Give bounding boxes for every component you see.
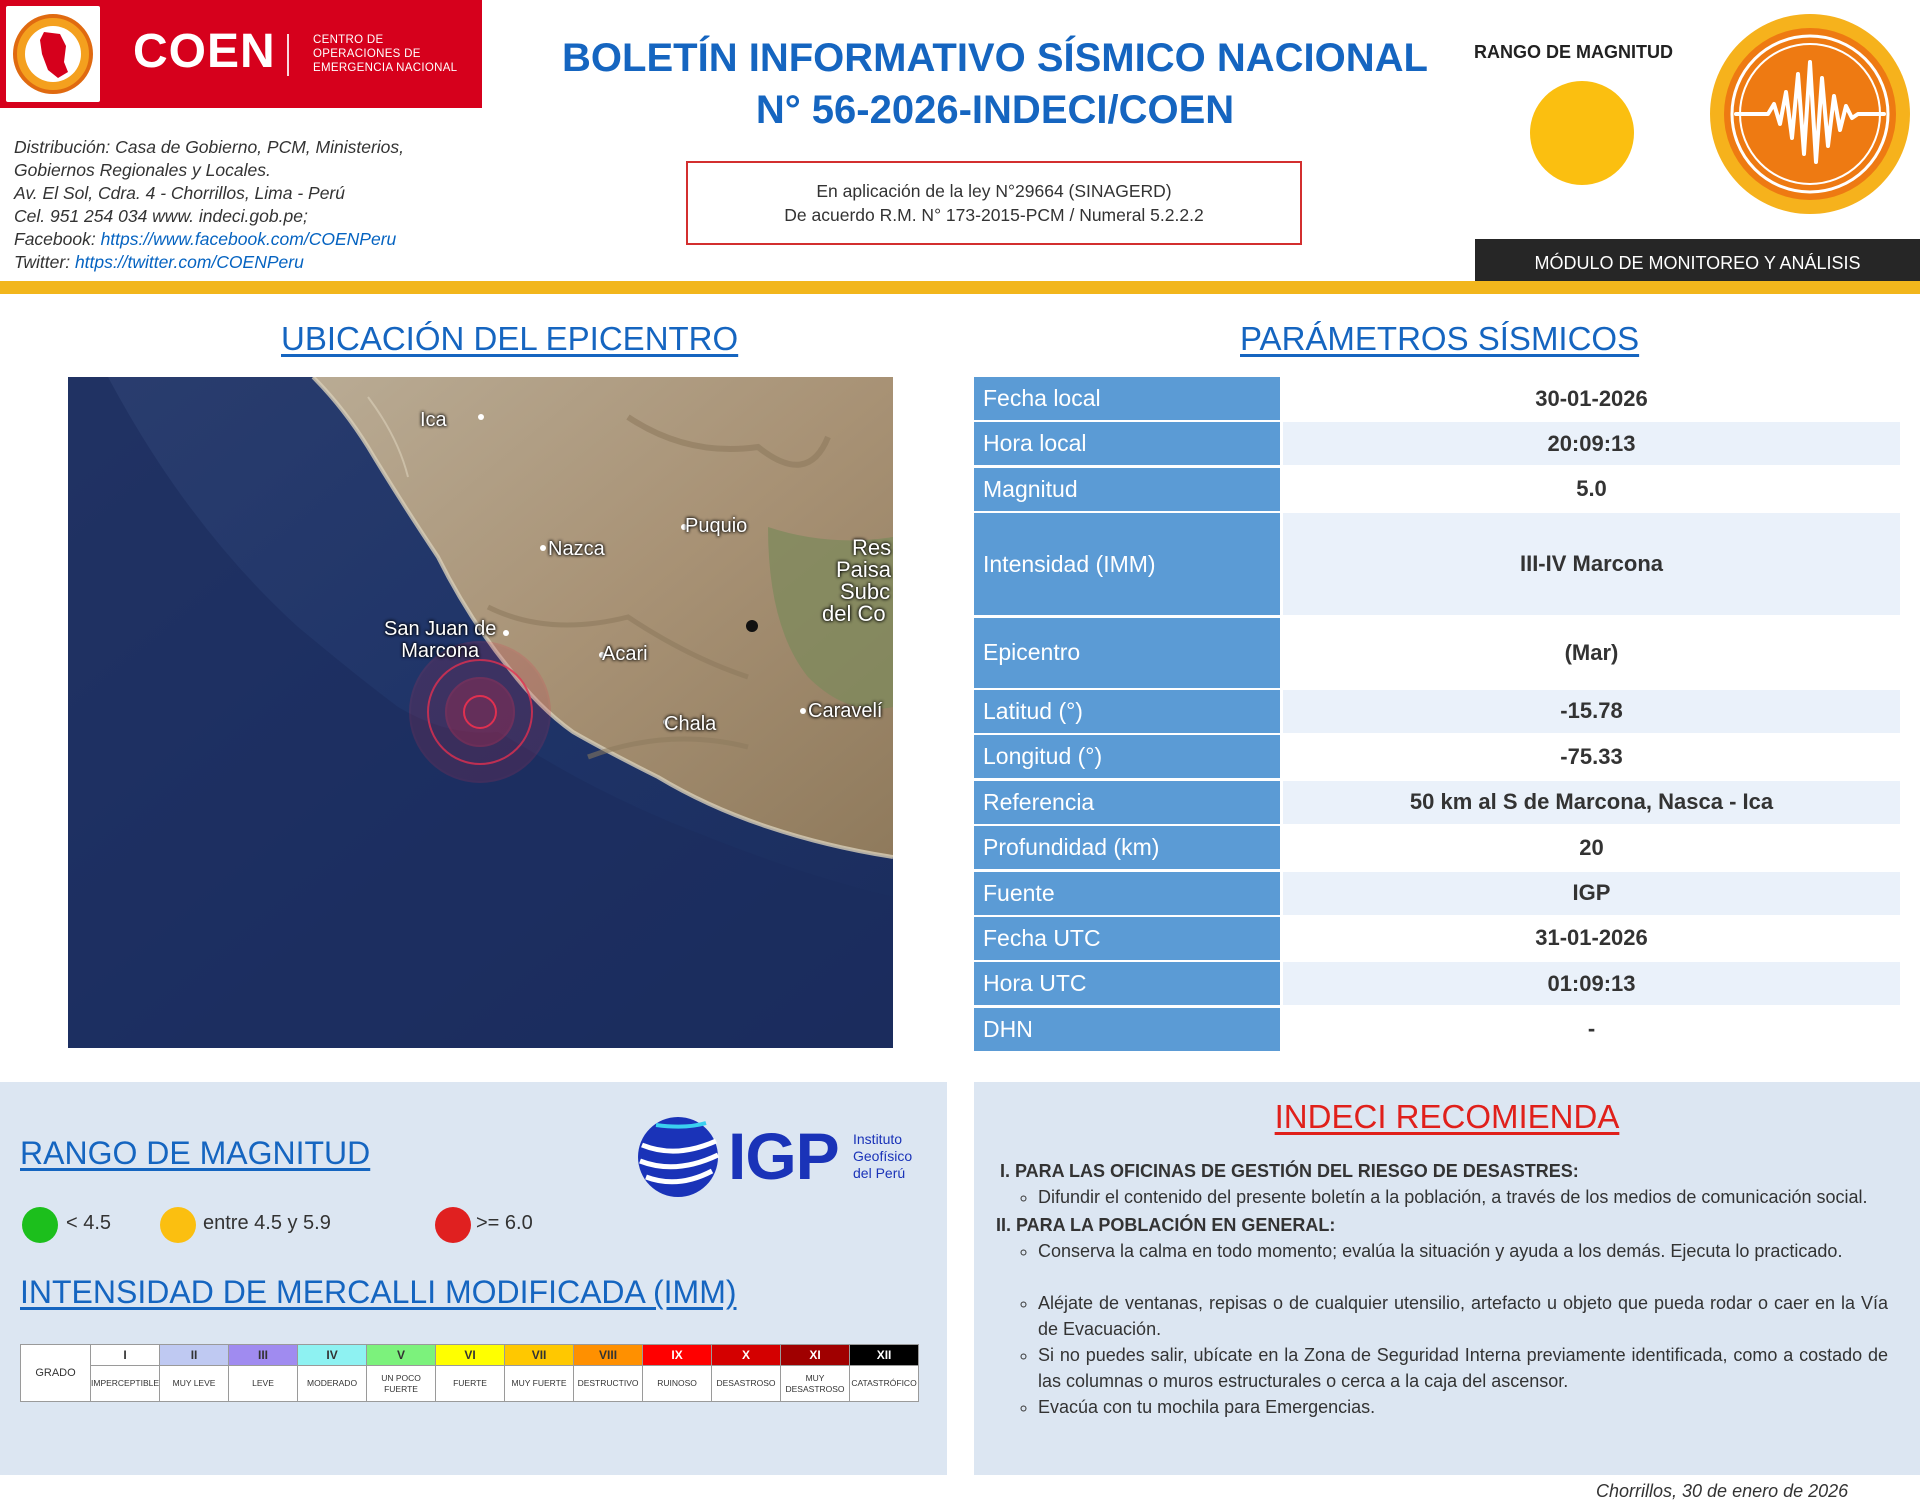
- legend-text-low: < 4.5: [66, 1212, 112, 1234]
- mercalli-scale-table: [20, 1344, 919, 1402]
- map-label-nazca: Nazca: [548, 538, 605, 560]
- param-value: 20: [1283, 826, 1900, 869]
- param-value: 50 km al S de Marcona, Nasca - Ica: [1283, 781, 1900, 824]
- epicenter-marker: [410, 642, 550, 782]
- coen-wordmark: COEN: [133, 25, 276, 78]
- param-value: -: [1283, 1008, 1900, 1051]
- recommendation-list: [996, 1184, 1888, 1210]
- param-label: Intensidad (IMM): [974, 513, 1280, 615]
- param-row: [974, 962, 1900, 1005]
- param-row: [974, 422, 1900, 465]
- param-value: 31-01-2026: [1283, 917, 1900, 960]
- contact-line: Cel. 951 254 034 www. indeci.gob.pe;: [14, 206, 308, 226]
- distribution-line: Distribución: Casa de Gobierno, PCM, Ministerios,: [14, 137, 405, 157]
- param-row: [974, 872, 1900, 915]
- grado-label: GRADO: [21, 1345, 91, 1402]
- mercalli-degree: XI: [781, 1345, 850, 1366]
- map-label-marcona: San Juan de Marcona: [384, 618, 497, 662]
- recommendation-item: ◦ Evacúa con tu mochila para Emergencias.: [1038, 1394, 1888, 1420]
- mercalli-description: RUINOSO: [643, 1366, 712, 1402]
- mercalli-description: IMPERCEPTIBLE: [91, 1366, 160, 1402]
- legend-dot-yellow: [160, 1207, 196, 1243]
- recommendation-heading: I. PARA LAS OFICINAS DE GESTIÓN DEL RIESGO DE DESASTRES:: [1000, 1161, 1579, 1181]
- twitter-link[interactable]: https://twitter.com/COENPeru: [74, 252, 304, 272]
- param-label: Hora UTC: [974, 962, 1280, 1005]
- param-label: Fecha local: [974, 377, 1280, 420]
- param-row: [974, 513, 1900, 615]
- param-label: Profundidad (km): [974, 826, 1280, 869]
- mercalli-degree: VIII: [574, 1345, 643, 1366]
- magnitude-range-label: RANGO DE MAGNITUD: [1474, 42, 1673, 62]
- mercalli-degree: X: [712, 1345, 781, 1366]
- distribution-line: Gobiernos Regionales y Locales.: [14, 160, 271, 180]
- map-label-caraveli: Caravelí: [808, 700, 883, 722]
- recommendations-body: [996, 1158, 1888, 1422]
- mercalli-degree: VII: [505, 1345, 574, 1366]
- facebook-link[interactable]: https://www.facebook.com/COENPeru: [100, 229, 397, 249]
- address-line: Av. El Sol, Cdra. 4 - Chorrillos, Lima - Perú: [14, 183, 345, 203]
- seismic-params-table: [974, 377, 1900, 1053]
- param-value: (Mar): [1283, 618, 1900, 688]
- map-label-reserve: Res Paisa Subc del Co: [822, 535, 892, 626]
- map-label-chala: Chala: [664, 713, 717, 735]
- map-label-ica: Ica: [420, 409, 447, 431]
- param-row: [974, 468, 1900, 511]
- legend-text-high: >= 6.0: [476, 1212, 533, 1234]
- igp-wordmark: IGP: [728, 1119, 839, 1193]
- mercalli-description: FUERTE: [436, 1366, 505, 1402]
- mercalli-degree: II: [160, 1345, 229, 1366]
- param-value: 30-01-2026: [1283, 377, 1900, 420]
- param-label: Fecha UTC: [974, 917, 1280, 960]
- mercalli-title: INTENSIDAD DE MERCALLI MODIFICADA (IMM): [20, 1274, 737, 1310]
- mercalli-degree: V: [367, 1345, 436, 1366]
- recommendation-heading: II. PARA LA POBLACIÓN EN GENERAL:: [996, 1215, 1336, 1235]
- param-row: [974, 781, 1900, 824]
- igp-logo: [636, 1115, 916, 1200]
- mercalli-degree: IX: [643, 1345, 712, 1366]
- param-row: [974, 377, 1900, 420]
- param-label: Magnitud: [974, 468, 1280, 511]
- mercalli-degree-row: [21, 1345, 919, 1366]
- param-label: Epicentro: [974, 618, 1280, 688]
- recommendation-item: ◦ Aléjate de ventanas, repisas o de cualquier utensilio, artefacto u objeto que pueda rodar o caer en la Vía de Evacuación.: [1038, 1290, 1888, 1342]
- legend-dot-green: [22, 1207, 58, 1243]
- epicenter-map[interactable]: [68, 377, 893, 1048]
- seismograph-badge-icon: [1708, 12, 1913, 217]
- mercalli-description: UN POCO FUERTE: [367, 1366, 436, 1402]
- param-value: -75.33: [1283, 735, 1900, 778]
- distribution-info: [14, 136, 494, 274]
- param-label: Fuente: [974, 872, 1280, 915]
- law-reference-box: En aplicación de la ley N°29664 (SINAGERD) De acuerdo R.M. N° 173-2015-PCM / Numeral 5.2.2.2: [686, 161, 1302, 245]
- recommendation-item: ◦ Difundir el contenido del presente boletín a la población, a través de los medios de comunicación social.: [1038, 1184, 1888, 1210]
- param-value: 01:09:13: [1283, 962, 1900, 1005]
- magnitude-range-indicator: [1530, 81, 1634, 185]
- param-value: III-IV Marcona: [1283, 513, 1900, 615]
- coen-subtitle: CENTRO DE OPERACIONES DE EMERGENCIA NACIONAL: [313, 34, 458, 74]
- recommendation-item: ◦ Conserva la calma en todo momento; evalúa la situación y ayuda a los demás. Ejecuta lo practicado.: [1038, 1238, 1888, 1264]
- twitter-line: Twitter: https://twitter.com/COENPeru: [14, 252, 304, 272]
- peru-shield-logo: [6, 6, 100, 102]
- mercalli-degree: XII: [850, 1345, 919, 1366]
- legend-dot-red: [435, 1207, 471, 1243]
- mercalli-description: CATASTRÓFICO: [850, 1366, 919, 1402]
- param-label: Referencia: [974, 781, 1280, 824]
- param-row: [974, 735, 1900, 778]
- mercalli-description: MODERADO: [298, 1366, 367, 1402]
- map-label-acari: Acari: [602, 643, 648, 665]
- param-label: Hora local: [974, 422, 1280, 465]
- recommendations-title: INDECI RECOMIENDA: [1274, 1098, 1620, 1135]
- param-value: -15.78: [1283, 690, 1900, 733]
- map-label-puquio: Puquio: [685, 515, 748, 537]
- footer-date: Chorrillos, 30 de enero de 2026: [1596, 1481, 1849, 1501]
- epicenter-section-title: UBICACIÓN DEL EPICENTRO: [281, 320, 739, 357]
- mercalli-degree: I: [91, 1345, 160, 1366]
- mercalli-degree: VI: [436, 1345, 505, 1366]
- param-row: [974, 618, 1900, 688]
- mercalli-description: DESTRUCTIVO: [574, 1366, 643, 1402]
- facebook-line: Facebook: https://www.facebook.com/COENPeru: [14, 229, 397, 249]
- mercalli-desc-row: [21, 1366, 919, 1402]
- param-row: [974, 917, 1900, 960]
- mercalli-description: MUY LEVE: [160, 1366, 229, 1402]
- monitoring-module-bar: MÓDULO DE MONITOREO Y ANÁLISIS: [1475, 239, 1920, 281]
- logo-divider: [287, 34, 289, 76]
- recommendation-list: [996, 1238, 1888, 1420]
- params-section-title: PARÁMETROS SÍSMICOS: [1240, 320, 1640, 357]
- igp-full-name: Instituto Geofísico del Perú: [853, 1131, 913, 1181]
- param-value: IGP: [1283, 872, 1900, 915]
- mercalli-description: MUY FUERTE: [505, 1366, 574, 1402]
- param-value: 20:09:13: [1283, 422, 1900, 465]
- mercalli-degree: III: [229, 1345, 298, 1366]
- bulletin-title: BOLETÍN INFORMATIVO SÍSMICO NACIONAL N° 56-2026-INDECI/COEN: [562, 36, 1428, 132]
- mercalli-degree: IV: [298, 1345, 367, 1366]
- igp-globe-icon: [636, 1115, 726, 1200]
- header-divider-bar: [0, 281, 1920, 294]
- magnitude-legend-title: RANGO DE MAGNITUD: [20, 1135, 371, 1171]
- recommendation-item: ◦ Si no puedes salir, ubícate en la Zona de Seguridad Interna previamente identificada, como a costado de las columnas o muros estructurales o cerca a la caja del ascensor.: [1038, 1342, 1888, 1394]
- param-row: [974, 1008, 1900, 1051]
- mercalli-description: LEVE: [229, 1366, 298, 1402]
- mercalli-description: DESASTROSO: [712, 1366, 781, 1402]
- mercalli-description: MUY DESASTROSO: [781, 1366, 850, 1402]
- param-row: [974, 826, 1900, 869]
- param-label: DHN: [974, 1008, 1280, 1051]
- param-label: Longitud (°): [974, 735, 1280, 778]
- param-label: Latitud (°): [974, 690, 1280, 733]
- param-value: 5.0: [1283, 468, 1900, 511]
- legend-text-mid: entre 4.5 y 5.9: [203, 1212, 331, 1234]
- param-row: [974, 690, 1900, 733]
